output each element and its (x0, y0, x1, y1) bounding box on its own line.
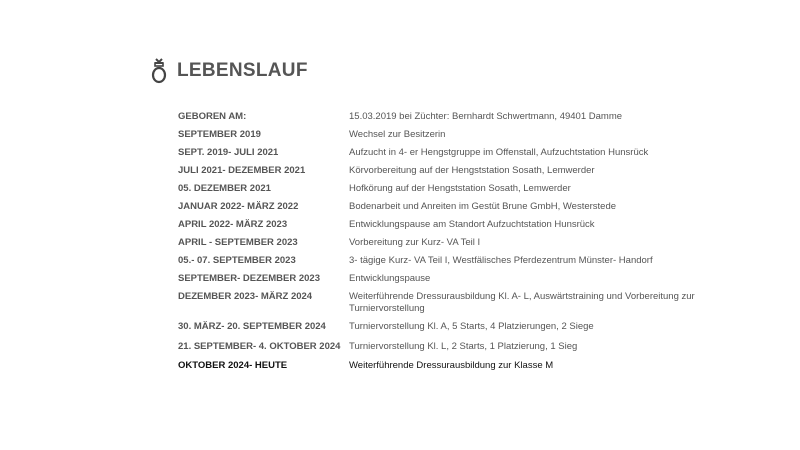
cv-row (178, 165, 738, 183)
cv-row (178, 111, 738, 129)
cv-date: 05. DEZEMBER 2021 (178, 183, 271, 194)
horse-figure-icon (150, 58, 168, 84)
cv-row (178, 255, 738, 273)
cv-description: Turniervorstellung Kl. A, 5 Starts, 4 Platzierungen, 2 Siege (349, 321, 594, 332)
cv-date: GEBOREN AM: (178, 111, 247, 122)
cv-description: Körvorbereitung auf der Hengststation Sosath, Lemwerder (349, 165, 595, 176)
cv-row (178, 129, 738, 147)
cv-description: Weiterführende Dressurausbildung Kl. A- L, Auswärtstraining und Vorbereitung zur Turniervorstellung (349, 291, 695, 314)
cv-description: Vorbereitung zur Kurz- VA Teil I (349, 237, 481, 248)
header (150, 58, 308, 84)
cv-row (178, 341, 738, 360)
cv-row (178, 183, 738, 201)
cv-row-current (178, 360, 738, 378)
cv-description: 3- tägige Kurz- VA Teil I, Westfälisches Pferdezentrum Münster- Handorf (349, 255, 653, 266)
cv-date: JANUAR 2022- MÄRZ 2022 (178, 201, 299, 212)
cv-date: APRIL - SEPTEMBER 2023 (178, 237, 298, 248)
cv-description: Entwicklungspause (349, 273, 431, 284)
cv-description: Entwicklungspause am Standort Aufzuchtstation Hunsrück (349, 219, 595, 230)
cv-date: JULI 2021- DEZEMBER 2021 (178, 165, 306, 176)
cv-date: SEPT. 2019- JULI 2021 (178, 147, 279, 158)
cv-description: Weiterführende Dressurausbildung zur Klasse M (349, 360, 554, 371)
cv-date: APRIL 2022- MÄRZ 2023 (178, 219, 288, 230)
cv-description: Wechsel zur Besitzerin (349, 129, 446, 140)
cv-date: SEPTEMBER 2019 (178, 129, 261, 140)
cv-date: OKTOBER 2024- HEUTE (178, 360, 288, 371)
cv-description: Aufzucht in 4- er Hengstgruppe im Offenstall, Aufzuchtstation Hunsrück (349, 147, 649, 158)
cv-date: 30. MÄRZ- 20. SEPTEMBER 2024 (178, 321, 326, 332)
cv-description: Hofkörung auf der Hengststation Sosath, Lemwerder (349, 183, 571, 194)
cv-row (178, 147, 738, 165)
cv-row (178, 201, 738, 219)
cv-date: 21. SEPTEMBER- 4. OKTOBER 2024 (178, 341, 341, 352)
cv-row (178, 219, 738, 237)
cv-date: DEZEMBER 2023- MÄRZ 2024 (178, 291, 313, 302)
cv-description: Turniervorstellung Kl. L, 2 Starts, 1 Platzierung, 1 Sieg (349, 341, 578, 352)
cv-row (178, 321, 738, 341)
cv-description: Bodenarbeit und Anreiten im Gestüt Brune GmbH, Westerstede (349, 201, 617, 212)
cv-description: 15.03.2019 bei Züchter: Bernhardt Schwertmann, 49401 Damme (349, 111, 623, 122)
cv-row (178, 291, 738, 321)
cv-row (178, 237, 738, 255)
cv-table (178, 111, 738, 378)
cv-date: SEPTEMBER- DEZEMBER 2023 (178, 273, 321, 284)
cv-row (178, 273, 738, 291)
page-title: LEBENSLAUF (177, 60, 308, 81)
cv-date: 05.- 07. SEPTEMBER 2023 (178, 255, 296, 266)
